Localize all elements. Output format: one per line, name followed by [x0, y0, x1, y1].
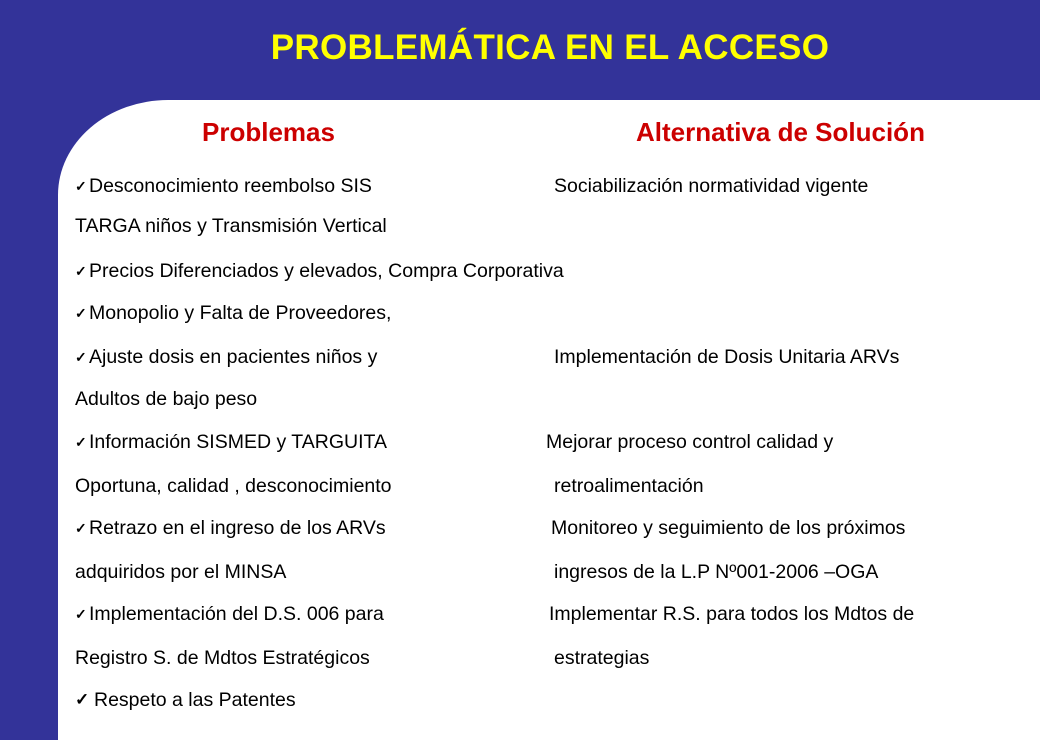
problem-text: Oportuna, calidad , desconocimiento: [75, 475, 392, 497]
problem-text: Monopolio y Falta de Proveedores,: [89, 302, 392, 324]
solution-text: Implementación de Dosis Unitaria ARVs: [554, 346, 900, 368]
check-icon: ✓: [75, 434, 87, 450]
problem-text: Retrazo en el ingreso de los ARVs: [89, 517, 386, 539]
problem-text: Adultos de bajo peso: [75, 388, 258, 410]
problem-text: Información SISMED y TARGUITA: [89, 431, 387, 453]
problem-text: Ajuste dosis en pacientes niños y: [89, 346, 378, 368]
slide-title: PROBLEMÁTICA EN EL ACCESO: [270, 28, 830, 67]
problems-header: Problemas: [202, 117, 335, 147]
problem-item: [75, 517, 386, 540]
problem-item: [75, 689, 296, 712]
solution-text: Implementar R.S. para todos los Mdtos de: [549, 603, 915, 625]
check-icon: ✓: [75, 349, 87, 365]
check-icon: ✓: [75, 178, 87, 194]
problem-text: adquiridos por el MINSA: [75, 561, 287, 583]
check-icon: ✓: [75, 690, 90, 709]
solution-text: ingresos de la L.P Nº001-2006 –OGA: [554, 561, 879, 583]
check-icon: ✓: [75, 520, 87, 536]
problem-item: [75, 302, 391, 325]
solution-text: Monitoreo y seguimiento de los próximos: [551, 517, 906, 539]
check-icon: ✓: [75, 263, 87, 279]
problem-text: Precios Diferenciados y elevados, Compra Corporativa: [89, 260, 564, 282]
problem-text: TARGA niños y Transmisión Vertical: [75, 215, 387, 237]
problem-item: [75, 175, 372, 198]
solution-text: estrategias: [554, 647, 650, 669]
check-icon: ✓: [75, 606, 87, 622]
problem-item: [75, 346, 377, 369]
solution-text: Mejorar proceso control calidad y: [546, 431, 834, 453]
problem-item: [75, 260, 564, 283]
solutions-header: Alternativa de Solución: [636, 117, 925, 147]
problem-item: [75, 603, 384, 626]
check-icon: ✓: [75, 305, 87, 321]
problem-text: Desconocimiento reembolso SIS: [89, 175, 372, 197]
problem-text: Implementación del D.S. 006 para: [89, 603, 384, 625]
problem-text: Registro S. de Mdtos Estratégicos: [75, 647, 370, 669]
problem-item: [75, 431, 387, 454]
solution-text: Sociabilización normatividad vigente: [554, 175, 869, 197]
solution-text: retroalimentación: [554, 475, 704, 497]
problem-text: Respeto a las Patentes: [94, 689, 296, 711]
